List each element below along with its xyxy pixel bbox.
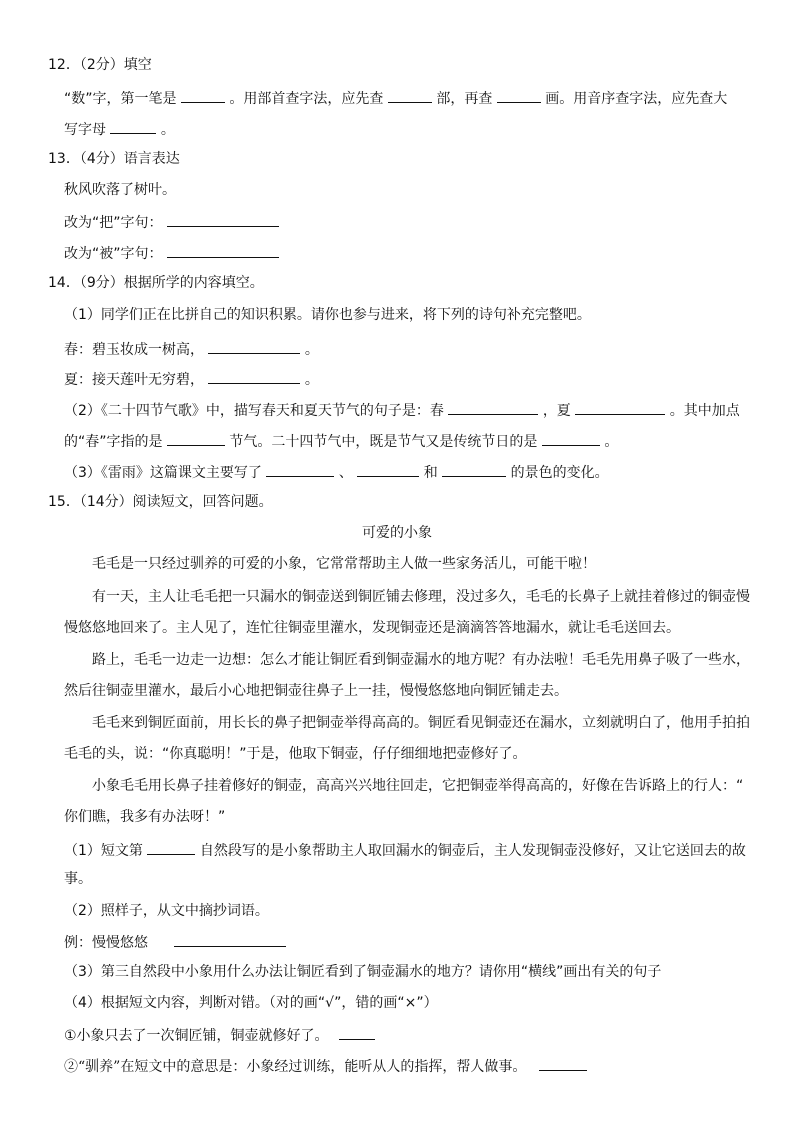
q15-sub1-line-1 xyxy=(64,840,746,860)
q14-spring-line xyxy=(64,339,319,359)
q14-spring-text: 春：碧玉妆成一树高， xyxy=(64,342,204,358)
passage-para-3-line-1 xyxy=(92,651,750,669)
passage-para-2-text-2: 慢悠悠地回来了。主人见了，连忙往铜壶里灌水，发现铜壶还是滴滴答答地漏水，就让毛毛送回去。 xyxy=(64,620,680,636)
passage-title-text: 可爱的小象 xyxy=(362,525,432,541)
q14-part3-text-b: 、 xyxy=(338,465,353,481)
q14-part2-line2 xyxy=(64,431,618,451)
q14-part2-line1 xyxy=(64,400,740,420)
q12-text-c: 部，再查 xyxy=(436,91,493,107)
answer-blank-strokes[interactable] xyxy=(497,88,541,103)
answer-blank-summer-verse[interactable] xyxy=(208,369,300,384)
q14-summer-line xyxy=(64,369,319,389)
q13-ba-line xyxy=(64,212,279,232)
passage-para-5-line-1 xyxy=(92,777,743,795)
passage-para-3-text-2: 然后往铜壶里灌水，最后小心地把铜壶往鼻子上一挂，慢慢悠悠地向铜匠铺走去。 xyxy=(64,683,568,699)
passage-para-1-text: 毛毛是一只经过驯养的可爱的小象，它常常帮助主人做一些家务活儿，可能干啦！ xyxy=(92,556,596,572)
q13-sentence xyxy=(64,181,176,199)
passage-para-1 xyxy=(92,555,596,573)
q12-text-b: 。用部首查字法，应先查 xyxy=(229,91,384,107)
q14-part2-text-f: 。 xyxy=(604,434,619,450)
q12-text-e: 写字母 xyxy=(64,122,106,138)
passage-para-5-text-1: 小象毛毛用长鼻子挂着修好的铜壶，高高兴兴地往回走，它把铜壶举得高高的，好像在告诉路上的行人：“ xyxy=(92,778,744,794)
q12-header xyxy=(48,56,152,74)
answer-blank-scene-3[interactable] xyxy=(442,462,506,477)
q14-spring-end: 。 xyxy=(304,342,319,358)
passage-para-4-text-1: 毛毛来到铜匠面前，用长长的鼻子把铜壶举得高高的。铜匠看见铜壶还在漏水，立刻就明白了，他用手拍拍 xyxy=(92,715,750,731)
answer-blank-spring-terms[interactable] xyxy=(448,400,538,415)
q15-judge-1 xyxy=(64,1025,375,1045)
q15-sub3-text: （3）第三自然段中小象用什么办法让铜匠看到了铜壶漏水的地方？请你用“横线”画出有关的句子 xyxy=(64,964,662,980)
q13-bei-label: 改为“被”字句： xyxy=(64,246,163,262)
q15-sub4 xyxy=(64,994,438,1012)
q14-part2-text-a: （2）《二十四节气歌》中，描写春天和夏天节气的句子是：春 xyxy=(64,403,444,419)
passage-para-3-text-1: 路上，毛毛一边走一边想：怎么才能让铜匠看到铜壶漏水的地方呢？有办法啦！毛毛先用鼻子吸了一些水， xyxy=(92,652,750,668)
q14-part2-text-e: 节气。二十四节气中，既是节气又是传统节日的是 xyxy=(229,434,538,450)
q15-header-text: 15．（14分）阅读短文，回答问题。 xyxy=(48,494,273,510)
q14-part3-text-d: 的景色的变化。 xyxy=(510,465,609,481)
q15-sub2-text: （2）照样子，从文中摘抄词语。 xyxy=(64,903,269,919)
q14-part3 xyxy=(64,462,609,482)
q13-header xyxy=(48,150,180,168)
q15-sub1-text-c: 事。 xyxy=(64,871,92,887)
q14-part1 xyxy=(64,306,591,324)
answer-blank-judge-1[interactable] xyxy=(339,1025,375,1040)
answer-blank-summer-terms[interactable] xyxy=(575,400,665,415)
q14-part3-text-c: 和 xyxy=(423,465,438,481)
q15-sub2-example-text: 例：慢慢悠悠 xyxy=(64,935,148,951)
q15-sub1-text-b: 自然段写的是小象帮助主人取回漏水的铜壶后，主人发现铜壶没修好，又让它送回去的故 xyxy=(199,843,746,859)
q14-summer-text: 夏：接天莲叶无穷碧， xyxy=(64,372,204,388)
passage-para-2-line-2 xyxy=(64,619,680,637)
q15-sub2 xyxy=(64,902,269,920)
q13-ba-label: 改为“把”字句： xyxy=(64,215,163,231)
q13-header-text: 13．（4分）语言表达 xyxy=(48,151,180,167)
passage-para-4-text-2: 毛毛的头，说：“你真聪明！”于是，他取下铜壶，仔仔细细地把壶修好了。 xyxy=(64,746,527,762)
passage-para-4-line-2 xyxy=(64,745,527,763)
answer-blank-spring-verse[interactable] xyxy=(208,339,300,354)
passage-para-5-line-2 xyxy=(64,808,225,826)
q14-part3-text-a: （3）《雷雨》这篇课文主要写了 xyxy=(64,465,262,481)
q15-judge-2-text: ②“驯养”在短文中的意思是：小象经过训练，能听从人的指挥，帮人做事。 xyxy=(64,1059,527,1075)
q15-header xyxy=(48,493,273,511)
q12-text-a: “数”字，第一笔是 xyxy=(64,91,177,107)
answer-blank-scene-1[interactable] xyxy=(266,462,334,477)
q14-header-text: 14．（9分）根据所学的内容填空。 xyxy=(48,275,264,291)
q14-summer-end: 。 xyxy=(304,372,319,388)
q15-sub2-example xyxy=(64,932,286,952)
q15-sub4-text: （4）根据短文内容，判断对错。（对的画“√”，错的画“×”） xyxy=(64,995,438,1011)
q12-header-text: 12．（2分）填空 xyxy=(48,57,152,73)
answer-blank-solar-term[interactable] xyxy=(167,431,225,446)
passage-para-4-line-1 xyxy=(92,714,750,732)
q12-text-f: 。 xyxy=(160,122,175,138)
answer-blank-letter[interactable] xyxy=(110,119,156,134)
q15-sub1-text-a: （1）短文第 xyxy=(64,843,143,859)
answer-blank-judge-2[interactable] xyxy=(539,1056,587,1071)
passage-para-2-line-1 xyxy=(92,588,750,606)
q15-judge-2 xyxy=(64,1056,587,1076)
passage-title xyxy=(0,524,794,542)
q12-line1 xyxy=(64,88,727,108)
answer-blank-radical[interactable] xyxy=(388,88,432,103)
answer-blank-paragraph-number[interactable] xyxy=(147,840,195,855)
q15-judge-1-text: ①小象只去了一次铜匠铺，铜壶就修好了。 xyxy=(64,1028,329,1044)
answer-blank-copy-words[interactable] xyxy=(174,932,286,947)
q14-part1-text: （1）同学们正在比拼自己的知识积累。请你也参与进来，将下列的诗句补充完整吧。 xyxy=(64,307,591,323)
passage-para-5-text-2: 你们瞧，我多有办法呀！” xyxy=(64,809,226,825)
passage-para-2-text-1: 有一天，主人让毛毛把一只漏水的铜壶送到铜匠铺去修理，没过多久，毛毛的长鼻子上就挂着修过的铜壶慢 xyxy=(92,589,750,605)
answer-blank-festival[interactable] xyxy=(542,431,600,446)
q14-part2-text-b: ，夏 xyxy=(542,403,571,419)
answer-blank-scene-2[interactable] xyxy=(357,462,419,477)
q13-bei-line xyxy=(64,243,279,263)
q14-header xyxy=(48,274,264,292)
q15-sub3 xyxy=(64,963,661,981)
q13-sentence-text: 秋风吹落了树叶。 xyxy=(64,182,176,198)
q15-sub1-line-2 xyxy=(64,870,92,888)
q12-line2 xyxy=(64,119,175,139)
q14-part2-text-c: 。其中加点 xyxy=(669,403,740,419)
q12-text-d: 画。用音序查字法，应先查大 xyxy=(545,91,728,107)
answer-blank-ba-sentence[interactable] xyxy=(167,212,279,227)
answer-blank-first-stroke[interactable] xyxy=(181,88,225,103)
q14-part2-text-d: 的“春”字指的是 xyxy=(64,434,163,450)
passage-para-3-line-2 xyxy=(64,682,568,700)
answer-blank-bei-sentence[interactable] xyxy=(167,243,279,258)
